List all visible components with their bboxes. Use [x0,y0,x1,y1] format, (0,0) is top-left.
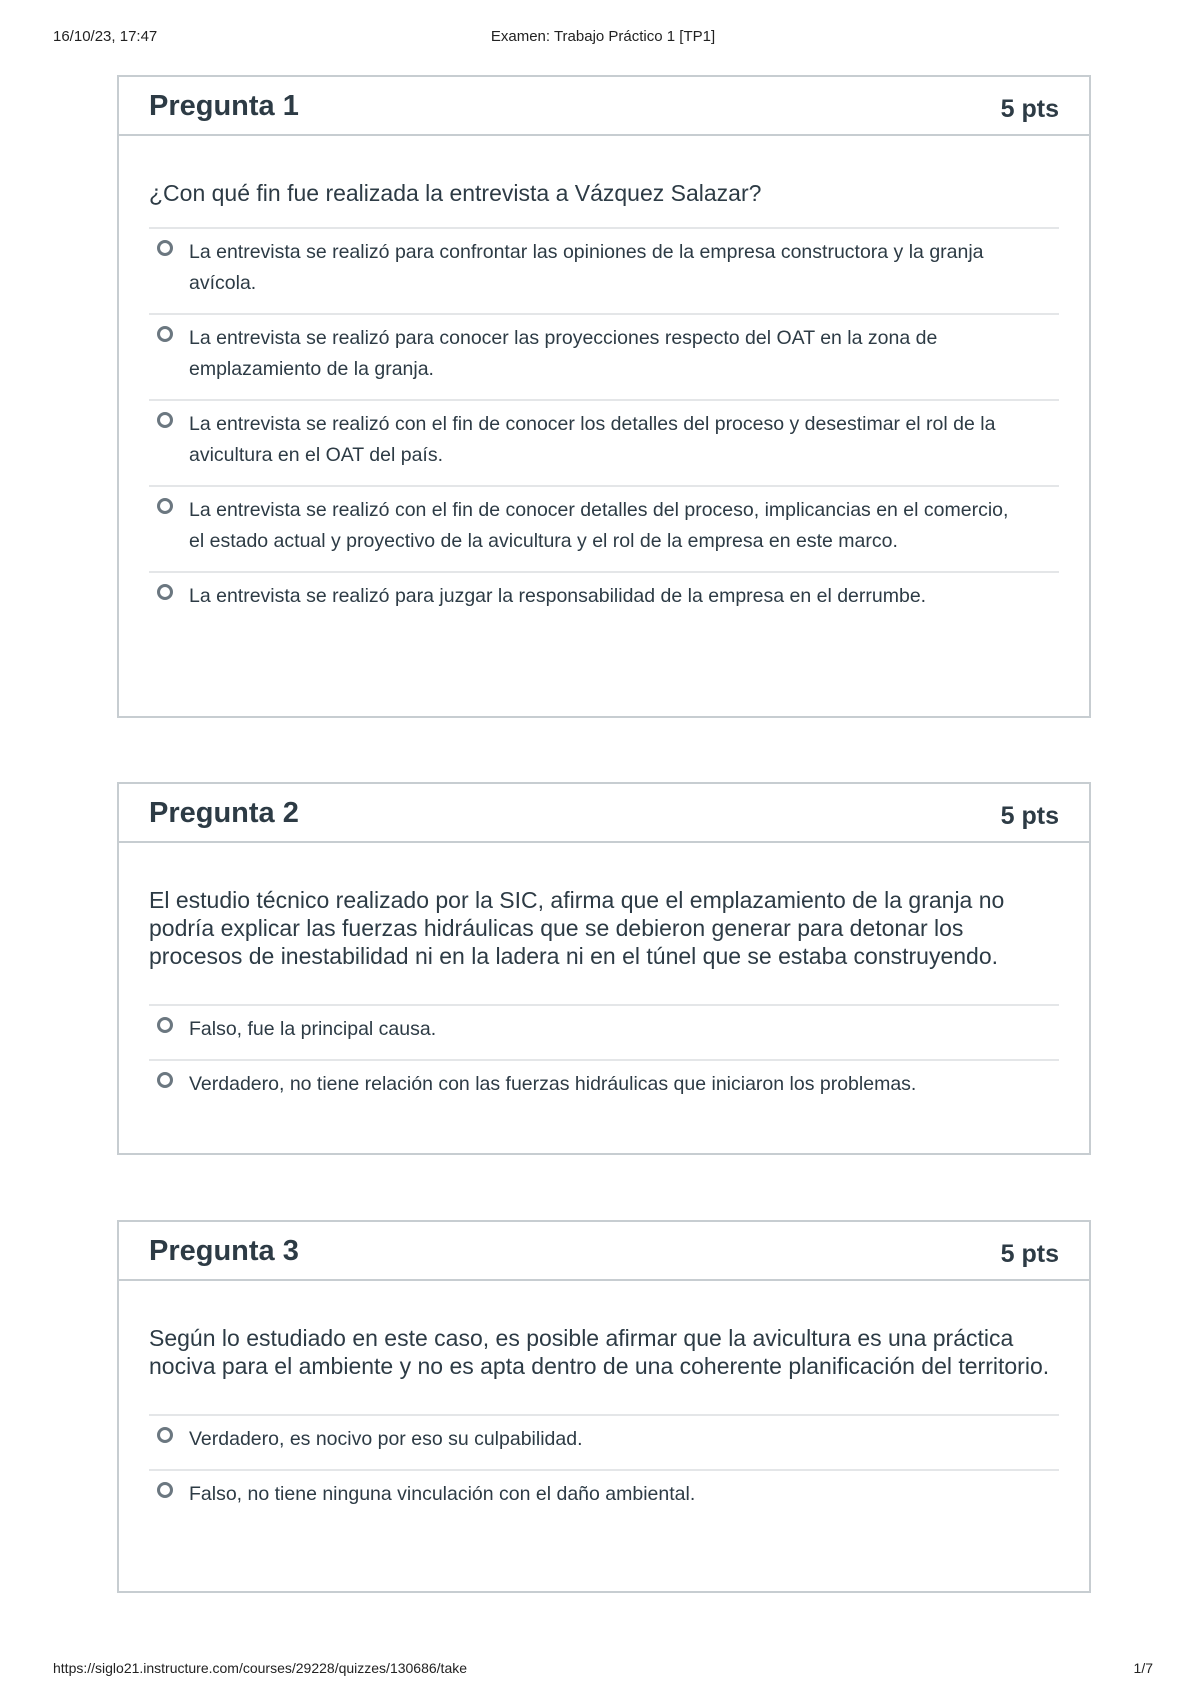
radio-button-icon[interactable] [157,240,173,256]
answer-list [149,1414,1059,1524]
answer-label: Falso, fue la principal causa. [189,1018,437,1040]
print-datetime: 16/10/23, 17:47 [53,28,158,45]
answer-option[interactable] [149,571,1059,626]
answer-label: Falso, no tiene ninguna vinculación con el daño ambiental. [189,1483,696,1505]
answer-label: Verdadero, no tiene relación con las fuerzas hidráulicas que iniciaron los problemas. [189,1073,917,1095]
answer-option[interactable] [149,1004,1059,1059]
answer-option[interactable] [149,399,1059,485]
answer-list [149,1004,1059,1114]
print-url: https://siglo21.instructure.com/courses/29228/quizzes/130686/take [53,1660,468,1676]
question-title: Pregunta 3 [149,1235,299,1267]
question-title: Pregunta 2 [149,797,299,829]
question-header [119,1222,1089,1281]
radio-button-icon[interactable] [157,498,173,514]
radio-button-icon[interactable] [157,1427,173,1443]
answer-option[interactable] [149,485,1059,571]
question-title: Pregunta 1 [149,90,299,122]
question-body [119,886,1089,1114]
radio-button-icon[interactable] [157,1017,173,1033]
answer-option[interactable] [149,227,1059,313]
radio-button-icon[interactable] [157,1482,173,1498]
radio-button-icon[interactable] [157,326,173,342]
radio-button-icon[interactable] [157,584,173,600]
answer-option[interactable] [149,313,1059,399]
question-text: ¿Con qué fin fue realizada la entrevista a Vázquez Salazar? [149,180,762,206]
radio-button-icon[interactable] [157,412,173,428]
answer-label: La entrevista se realizó con el fin de conocer detalles del proceso, implicancias en el comercio, el estado actual y proyectivo de la avicultura y el rol de la empresa en este marco. [189,499,1009,552]
question-1 [117,75,1091,718]
answer-list [149,227,1059,626]
answer-option[interactable] [149,1059,1059,1114]
question-points: 5 pts [1000,95,1059,123]
question-points: 5 pts [1000,1240,1059,1268]
answer-option[interactable] [149,1414,1059,1469]
question-2 [117,782,1091,1155]
answer-label: La entrevista se realizó para confrontar las opiniones de la empresa constructora y la granja avícola. [189,241,984,294]
question-body [119,1324,1089,1524]
question-header [119,77,1089,136]
answer-label: La entrevista se realizó para conocer las proyecciones respecto del OAT en la zona de emplazamiento de la granja. [189,327,938,380]
question-3 [117,1220,1091,1593]
question-body [119,179,1089,626]
answer-label: Verdadero, es nocivo por eso su culpabilidad. [189,1428,583,1450]
answer-option[interactable] [149,1469,1059,1524]
print-page-number: 1/7 [1133,1660,1153,1676]
question-points: 5 pts [1000,802,1059,830]
print-page-title: Examen: Trabajo Práctico 1 [TP1] [490,28,716,45]
question-header [119,784,1089,843]
answer-label: La entrevista se realizó para juzgar la responsabilidad de la empresa en el derrumbe. [189,585,927,607]
question-text: Según lo estudiado en este caso, es posible afirmar que la avicultura es una práctica nociva para el ambiente y no es apta dentro de una coherente planificación del territorio. [149,1325,1050,1379]
answer-label: La entrevista se realizó con el fin de conocer los detalles del proceso y desestimar el rol de la avicultura en el OAT del país. [189,413,996,466]
radio-button-icon[interactable] [157,1072,173,1088]
question-text: El estudio técnico realizado por la SIC, afirma que el emplazamiento de la granja no podría explicar las fuerzas hidráulicas que se debieron generar para detonar los procesos de inestabilidad ni en la ladera ni en el túnel que se estaba construyendo. [149,887,1005,969]
